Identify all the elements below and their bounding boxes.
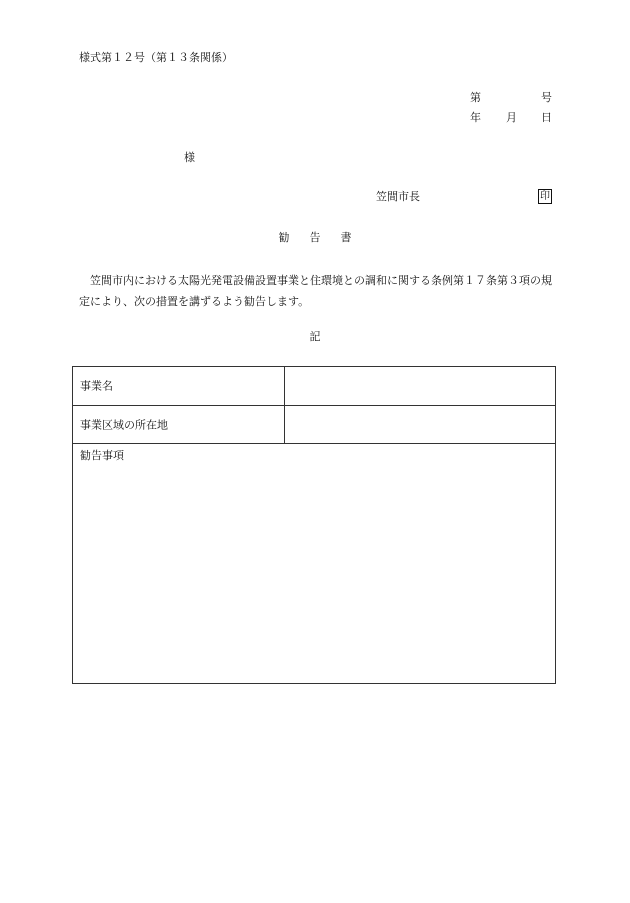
body-paragraph: 笠間市内における太陽光発電設備設置事業と住環境との調和に関する条例第１７条第３項の規定により、次の措置を講ずるよう勧告します。 xyxy=(79,274,552,308)
info-table xyxy=(72,366,556,684)
date-day-label: 日 xyxy=(541,111,552,124)
title-char-1: 勧 xyxy=(278,231,290,244)
addressee-honorific: 様 xyxy=(184,151,195,164)
title-char-2: 告 xyxy=(309,231,321,244)
document-title xyxy=(0,232,630,243)
document-number-prefix: 第 xyxy=(470,91,481,104)
seal-mark: 印 xyxy=(540,191,550,202)
date-year-label: 年 xyxy=(470,111,481,124)
location-label: 事業区域の所在地 xyxy=(80,418,168,431)
title-char-3: 書 xyxy=(340,231,352,244)
table-row-location xyxy=(73,406,555,444)
issuer-name: 笠間市長 xyxy=(376,190,420,203)
table-row-project-name xyxy=(73,367,555,406)
recommendation-label: 勧告事項 xyxy=(80,449,124,462)
date-month-label: 月 xyxy=(506,111,517,124)
project-name-label: 事業名 xyxy=(80,379,113,393)
cell-divider xyxy=(284,367,285,405)
form-number: 様式第１２号（第１３条関係） xyxy=(79,51,233,64)
cell-divider xyxy=(284,406,285,443)
ki-heading: 記 xyxy=(309,330,321,343)
document-number-suffix: 号 xyxy=(541,91,552,104)
